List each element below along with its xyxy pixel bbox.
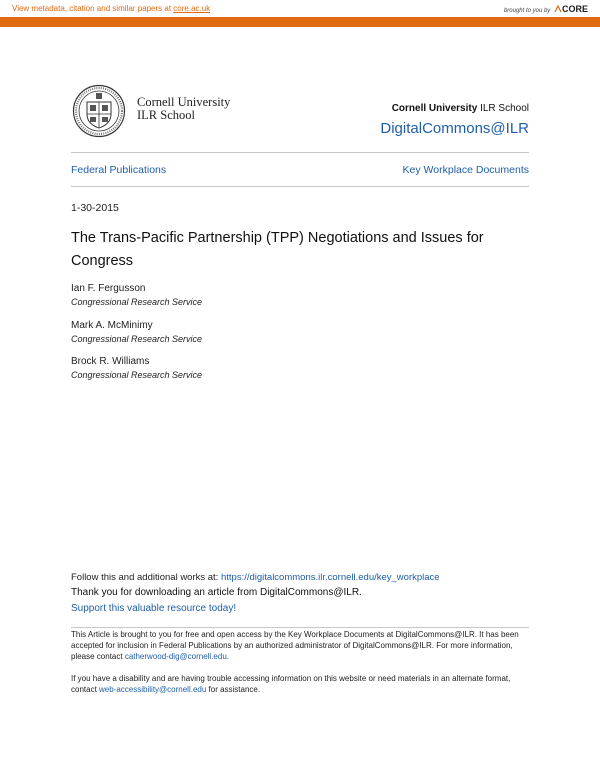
author-name: Brock R. Williams — [71, 356, 150, 367]
accessibility-email-link[interactable]: web-accessibility@cornell.edu — [99, 685, 207, 694]
follow-text: Follow this and additional works at: — [71, 572, 221, 583]
author-affiliation: Congressional Research Service — [71, 297, 203, 307]
author-name: Ian F. Fergusson — [71, 283, 146, 294]
logo-line-1: Cornell University — [137, 95, 231, 109]
view-metadata-link[interactable] — [12, 4, 210, 13]
accessibility-notice-end: for assistance. — [206, 685, 261, 694]
core-logo[interactable] — [554, 4, 588, 14]
school-name — [392, 103, 529, 114]
accessibility-notice — [71, 673, 531, 695]
author-affiliation: Congressional Research Service — [71, 334, 203, 344]
key-workplace-url-link[interactable]: https://digitalcommons.ilr.cornell.edu/key_workplace — [220, 572, 440, 583]
accessibility-notice-text: If you have a disability and are having trouble accessing information on this website or need materials in an alternate format, contact — [71, 674, 511, 694]
logo-line-2: ILR School — [137, 108, 195, 122]
author-affiliation: Congressional Research Service — [71, 370, 203, 380]
core-ac-uk-link[interactable]: core.ac.uk — [173, 4, 211, 13]
author-name: Mark A. McMinimy — [71, 320, 153, 331]
core-provided-bar — [0, 17, 600, 41]
access-notice-end: . — [226, 652, 230, 661]
provided-by-text: provided by DigitalCommons@ILR — [503, 35, 588, 41]
brought-to-you-by — [504, 4, 588, 14]
school-name-rest: ILR School — [477, 103, 529, 114]
article-title: The Trans-Pacific Partnership (TPP) Negotiations and Issues for Congress — [71, 230, 484, 269]
divider-top — [71, 152, 529, 153]
view-metadata-text: View metadata, citation and similar papers at — [12, 4, 174, 13]
school-name-bold: Cornell University — [391, 103, 478, 114]
core-logo-text: CORE — [561, 4, 588, 14]
thank-you-text: Thank you for downloading an article from DigitalCommons@ILR. — [71, 587, 362, 598]
brought-text: brought to you by — [503, 8, 551, 14]
repository-link[interactable]: DigitalCommons@ILR — [380, 120, 529, 137]
access-notice — [71, 629, 531, 662]
contact-email-link[interactable]: catherwood-dig@cornell.edu — [124, 652, 227, 661]
cornell-ilr-logo-text — [137, 96, 230, 122]
core-logo-icon — [554, 5, 562, 13]
key-workplace-documents-link[interactable]: Key Workplace Documents — [402, 164, 529, 176]
federal-publications-link[interactable]: Federal Publications — [71, 164, 167, 176]
follow-works — [71, 572, 440, 583]
support-link[interactable]: Support this valuable resource today! — [71, 603, 237, 614]
cornell-seal-icon — [72, 84, 126, 138]
access-notice-text: This Article is brought to you for free and open access by the Key Workplace Documents at DigitalCommons@ILR. It has been accepted for inclusion in Federal Publications by an authorized administrator of DigitalCommons@ILR. For more information, please contact — [71, 630, 519, 661]
publication-date: 1-30-2015 — [71, 202, 119, 214]
divider-nav — [71, 186, 529, 187]
divider-footer — [71, 627, 529, 628]
core-banner — [0, 0, 600, 17]
